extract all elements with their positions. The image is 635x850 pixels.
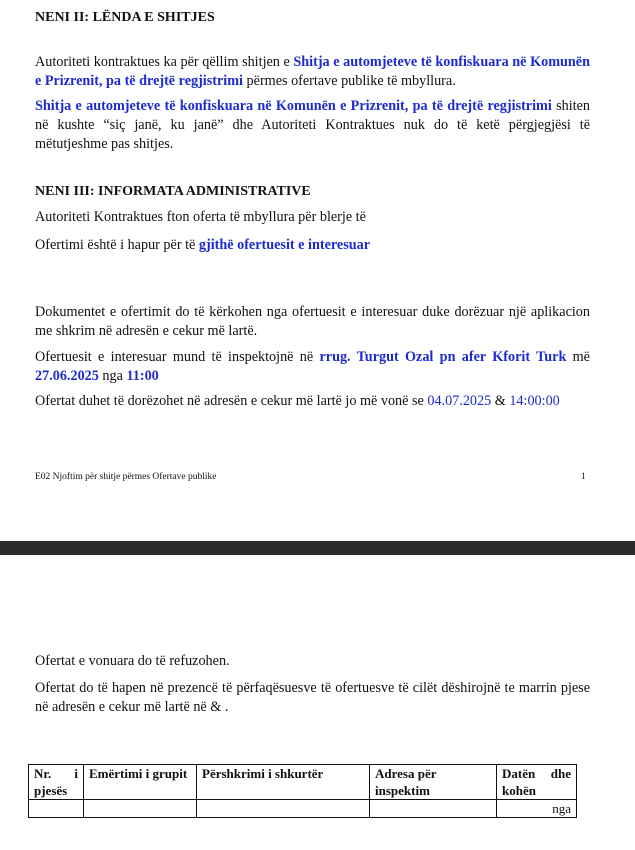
table-cell: nga [497,800,577,818]
document-page-2 [0,555,635,850]
lots-table [28,764,577,818]
table-header-cell: Përshkrimi i shkurtër [197,765,370,800]
page-separator [0,541,635,555]
paragraph-documents: Dokumentet e ofertimit do të kërkohen nga ofertuesit e interesuar duke dorëzuar një aplikacion me shkrim në adresën e cekur më lartë. [35,304,590,339]
paragraph-subject: Autoriteti kontraktues ka për qëllim shitjen e Shitja e automjeteve të konfiskuara në Komunën e Prizrenit, pa të drejtë regjistrimi përmes ofertave publike të mbyllura. [35,54,590,89]
table-header-cell: Datën dhe kohën [497,765,577,800]
page-number: 1 [581,472,586,482]
table-header-cell: Nr. i pjesës [29,765,84,800]
table-cell [84,800,197,818]
inspection-time: 11:00 [126,368,159,384]
paragraph-inspection: Ofertuesit e interesuar mund të inspektojnë në rrug. Turgut Ozal pn afer Kforit Turk më 27.06.2025 nga 11:00 [35,349,590,384]
page-footer: E02 Njoftim për shitje përmes Ofertave publike [35,472,217,482]
paragraph-deadline: Ofertat duhet të dorëzohet në adresën e cekur më lartë jo më vonë se 04.07.2025 & 14:00:00 [35,393,560,409]
inspection-address: rrug. Turgut Ozal pn afer Kforit Turk [319,349,567,365]
table-row [29,800,577,818]
table-header-row [29,765,577,800]
table-header-cell: Emërtimi i grupit [84,765,197,800]
paragraph-conditions: Shitja e automjeteve të konfiskuara në Komunën e Prizrenit, pa të drejtë regjistrimi shiten në kushte “siç janë, ku janë” dhe Autoriteti Kontraktues nuk do të ketë përgjegjësi të mëtutjeshme pas shitjes. [35,98,590,152]
deadline-time: 14:00:00 [509,393,560,409]
paragraph-late-offers: Ofertat e vonuara do të refuzohen. [35,653,230,669]
table-cell [370,800,497,818]
section-3-title: NENI III: INFORMATA ADMINISTRATIVE [35,184,311,199]
table-header-cell: Adresa për inspektim [370,765,497,800]
inspection-date: 27.06.2025 [35,368,99,384]
section-2-title: NENI II: LËNDA E SHITJES [35,10,215,25]
paragraph-invitation: Autoriteti Kontraktues fton oferta të mbyllura për blerje të [35,209,366,225]
deadline-date: 04.07.2025 [427,393,492,409]
paragraph-opening: Ofertat do të hapen në prezencë të përfaqësuesve të ofertuesve të cilët dëshirojnë te marrin pjese në adresën e cekur më lartë në & . [35,680,590,715]
paragraph-open-to: Ofertimi është i hapur për të gjithë ofertuesit e interesuar [35,237,371,253]
table-cell [29,800,84,818]
table-cell [197,800,370,818]
sale-title-link: Shitja e automjeteve të konfiskuara në Komunën e Prizrenit, pa të drejtë regjistrimi [35,54,590,89]
